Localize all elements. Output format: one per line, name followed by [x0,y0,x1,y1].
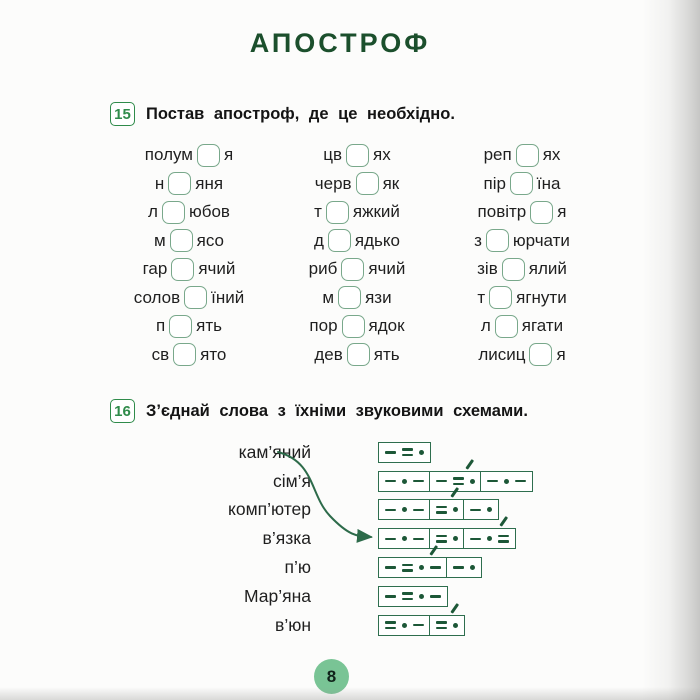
hard-mark [430,566,441,569]
apostrophe-slot[interactable] [502,258,525,281]
exercise-15-column-3 [436,141,608,369]
hard-mark [436,480,447,483]
word-prefix: реп [483,145,512,165]
vowel-mark [419,594,424,599]
apostrophe-word [278,341,436,370]
word-suffix: їний [211,287,245,307]
syllable-box [446,557,482,578]
hard-mark [430,595,441,598]
word-prefix: з [474,230,482,250]
word-prefix: риб [308,259,338,279]
apostrophe-slot[interactable] [173,343,196,366]
apostrophe-word [278,227,436,256]
apostrophe-slot[interactable] [162,201,185,224]
vowel-mark [402,507,407,512]
word-prefix: пор [309,316,338,336]
apostrophe-word [100,141,278,170]
vowel-mark [470,479,475,484]
word-suffix: ять [196,316,223,336]
apostrophe-slot[interactable] [170,229,193,252]
word-suffix: як [382,173,400,193]
sound-word[interactable]: п’ю [284,557,311,578]
apostrophe-slot[interactable] [510,172,533,195]
vowel-mark [419,450,424,455]
page-title: АПОСТРОФ [249,28,431,58]
vowel-mark [453,507,458,512]
hard-mark [385,595,396,598]
vowel-mark [453,536,458,541]
vowel-mark [470,565,475,570]
word-suffix: ядок [368,316,405,336]
sound-word[interactable]: Мар’яна [243,585,311,606]
apostrophe-slot[interactable] [341,258,364,281]
apostrophe-slot[interactable] [169,315,192,338]
exercise-15-badge: 15 [110,102,135,126]
apostrophe-word [436,141,608,170]
apostrophe-word [436,284,608,313]
apostrophe-slot[interactable] [495,315,518,338]
word-suffix: ягнути [516,287,567,307]
sound-word[interactable]: в’юн [275,614,311,635]
word-suffix: ях [542,145,561,165]
word-prefix: м [153,230,166,250]
word-suffix: я [556,344,566,364]
apostrophe-word [436,170,608,199]
syllable-box [463,499,499,520]
word-suffix: ячий [368,259,406,279]
apostrophe-slot[interactable] [356,172,379,195]
word-prefix: св [151,344,170,364]
word-prefix: дев [314,344,343,364]
hard-mark [413,480,424,483]
apostrophe-word [100,198,278,227]
vowel-mark [504,479,509,484]
soft-mark [402,448,413,456]
word-suffix: я [557,202,567,222]
apostrophe-slot[interactable] [489,286,512,309]
soft-mark [498,535,509,543]
exercise-15-instruction: Постав апостроф, де це необхідно. [146,104,455,123]
apostrophe-word [278,284,436,313]
apostrophe-word [436,341,608,370]
word-prefix: п [155,316,166,336]
word-suffix: ялий [528,259,567,279]
word-suffix: юрчати [512,230,570,250]
vowel-mark [487,536,492,541]
word-suffix: я [223,145,234,165]
apostrophe-slot[interactable] [516,144,539,167]
syllable-box [429,615,465,636]
syllable-box [378,586,448,607]
word-prefix: солов [133,287,181,307]
exercise-15-column-2 [278,141,436,369]
apostrophe-word [278,141,436,170]
word-prefix: м [322,287,335,307]
hard-mark [413,624,424,627]
sound-word[interactable]: комп’ютер [227,499,311,520]
apostrophe-slot[interactable] [347,343,370,366]
word-prefix: полум [144,145,193,165]
apostrophe-slot[interactable] [328,229,351,252]
word-suffix: ясо [196,230,225,250]
vowel-mark [487,507,492,512]
word-suffix: юбов [188,202,230,222]
apostrophe-slot[interactable] [346,144,369,167]
sound-word[interactable]: в’язка [262,528,311,549]
exercise-15-column-1 [100,141,278,369]
word-suffix: яжкий [352,202,400,222]
vowel-mark [453,623,458,628]
page-edge-shadow-right [642,0,700,700]
exercise-15-grid [100,141,608,369]
word-prefix: черв [314,173,352,193]
word-prefix: л [148,202,158,222]
word-suffix: ячий [198,259,236,279]
apostrophe-slot[interactable] [486,229,509,252]
sound-scheme[interactable] [378,553,533,582]
word-prefix: т [477,287,486,307]
soft-mark [385,621,396,629]
sound-scheme[interactable] [378,438,533,467]
soft-mark [436,621,447,629]
word-suffix: ях [373,145,391,165]
word-prefix: н [154,173,165,193]
soft-mark [402,592,413,600]
apostrophe-word [436,255,608,284]
hard-mark [515,480,526,483]
word-suffix: ято [200,344,227,364]
word-suffix: ягати [521,316,564,336]
apostrophe-word [100,227,278,256]
exercise-16-badge: 16 [110,399,135,423]
syllable-box [378,557,448,578]
apostrophe-slot[interactable] [529,343,552,366]
syllable-box [429,499,465,520]
sound-scheme[interactable] [378,496,533,525]
word-prefix: зів [477,259,498,279]
apostrophe-word [100,341,278,370]
syllable-box [463,528,516,549]
sound-scheme[interactable] [378,611,533,640]
soft-mark [436,535,447,543]
page-number-badge: 8 [314,659,349,694]
vowel-mark [402,536,407,541]
vowel-mark [402,623,407,628]
apostrophe-word [436,312,608,341]
apostrophe-slot[interactable] [171,258,194,281]
syllable-box [378,615,431,636]
word-suffix: язи [365,287,392,307]
connection-arrow [270,440,395,550]
apostrophe-slot[interactable] [338,286,361,309]
word-suffix: ять [373,344,400,364]
apostrophe-word [100,255,278,284]
apostrophe-word [278,170,436,199]
soft-mark [453,477,464,485]
word-suffix: яня [195,173,224,193]
apostrophe-word [436,198,608,227]
word-suffix: ядько [354,230,400,250]
soft-mark [402,564,413,572]
sound-word[interactable]: кам’яний [238,441,311,462]
apostrophe-slot[interactable] [184,286,207,309]
word-prefix: т [314,202,322,222]
exercise-16-instruction: З’єднай слова з їхніми звуковими схемами. [146,401,528,420]
apostrophe-slot[interactable] [326,201,349,224]
hard-mark [470,509,481,512]
hard-mark [453,566,464,569]
soft-mark [436,506,447,514]
hard-mark [385,566,396,569]
hard-mark [413,509,424,512]
word-prefix: л [480,316,491,336]
apostrophe-word [278,312,436,341]
apostrophe-slot[interactable] [197,144,220,167]
apostrophe-word [100,170,278,199]
apostrophe-slot[interactable] [168,172,191,195]
hard-mark [413,538,424,541]
apostrophe-word [436,227,608,256]
apostrophe-word [100,312,278,341]
word-prefix: цв [323,145,343,165]
apostrophe-word [278,255,436,284]
apostrophe-word [278,198,436,227]
apostrophe-slot[interactable] [530,201,553,224]
word-prefix: д [314,230,324,250]
hard-mark [487,480,498,483]
sound-scheme[interactable] [378,524,533,553]
hard-mark [470,538,481,541]
word-prefix: пір [483,173,506,193]
sound-word[interactable]: сім’я [272,470,311,491]
word-suffix: їна [536,173,561,193]
word-prefix: лисиц [478,344,526,364]
word-prefix: гар [142,259,168,279]
sound-schemes-list [378,438,533,640]
apostrophe-word [100,284,278,313]
page-edge-shadow-bottom [0,687,700,700]
word-prefix: повітр [477,202,527,222]
apostrophe-slot[interactable] [342,315,365,338]
exercise-16-heading [110,399,528,423]
vowel-mark [419,565,424,570]
exercise-15-heading [110,102,455,126]
syllable-box [480,471,533,492]
vowel-mark [402,479,407,484]
